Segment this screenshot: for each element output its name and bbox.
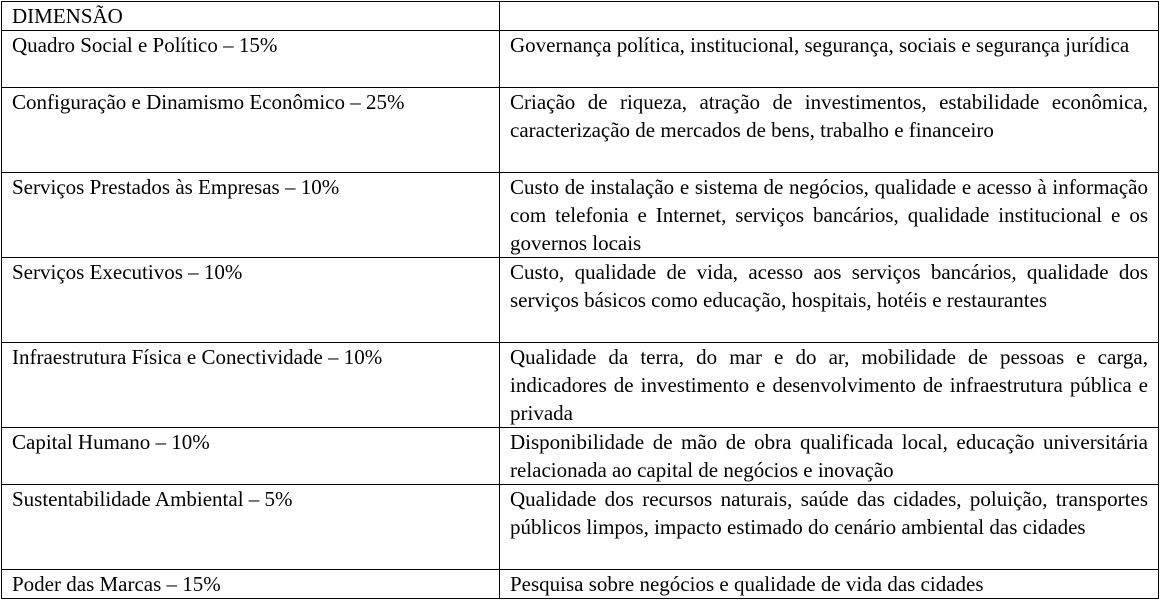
description-cell: Custo, qualidade de vida, acesso aos serviços bancários, qualidade dos serviços básicos como educação, hospitais, hotéis e restaurantes <box>500 258 1159 343</box>
description-cell: Governança política, institucional, segurança, sociais e segurança jurídica <box>500 31 1159 88</box>
table-body <box>2 2 1159 599</box>
header-description-cell <box>500 2 1159 31</box>
dimension-cell: Serviços Prestados às Empresas – 10% <box>2 173 500 258</box>
description-cell: Custo de instalação e sistema de negócios, qualidade e acesso à informação com telefonia e Internet, serviços bancários, qualidade institucional e os governos locais <box>500 173 1159 258</box>
table-row <box>2 428 1159 485</box>
dimension-cell: Infraestrutura Física e Conectividade – 10% <box>2 343 500 428</box>
dimension-cell: Configuração e Dinamismo Econômico – 25% <box>2 88 500 173</box>
table-row <box>2 173 1159 258</box>
dimension-cell: Quadro Social e Político – 15% <box>2 31 500 88</box>
table-header-row <box>2 2 1159 31</box>
table-row <box>2 570 1159 599</box>
dimension-cell: Capital Humano – 10% <box>2 428 500 485</box>
description-cell: Disponibilidade de mão de obra qualificada local, educação universitária relacionada ao capital de negócios e inovação <box>500 428 1159 485</box>
dimension-cell: Sustentabilidade Ambiental – 5% <box>2 485 500 570</box>
table-row <box>2 485 1159 570</box>
dimension-cell: Serviços Executivos – 10% <box>2 258 500 343</box>
header-dimension-cell: DIMENSÃO <box>2 2 500 31</box>
description-cell: Qualidade da terra, do mar e do ar, mobilidade de pessoas e carga, indicadores de investimento e desenvolvimento de infraestrutura pública e privada <box>500 343 1159 428</box>
table-row <box>2 343 1159 428</box>
table-row <box>2 88 1159 173</box>
dimensions-table <box>1 1 1159 599</box>
description-cell: Pesquisa sobre negócios e qualidade de vida das cidades <box>500 570 1159 599</box>
description-cell: Criação de riqueza, atração de investimentos, estabilidade econômica, caracterização de mercados de bens, trabalho e financeiro <box>500 88 1159 173</box>
table-row <box>2 31 1159 88</box>
description-cell: Qualidade dos recursos naturais, saúde das cidades, poluição, transportes públicos limpos, impacto estimado do cenário ambiental das cidades <box>500 485 1159 570</box>
dimension-cell: Poder das Marcas – 15% <box>2 570 500 599</box>
table-row <box>2 258 1159 343</box>
